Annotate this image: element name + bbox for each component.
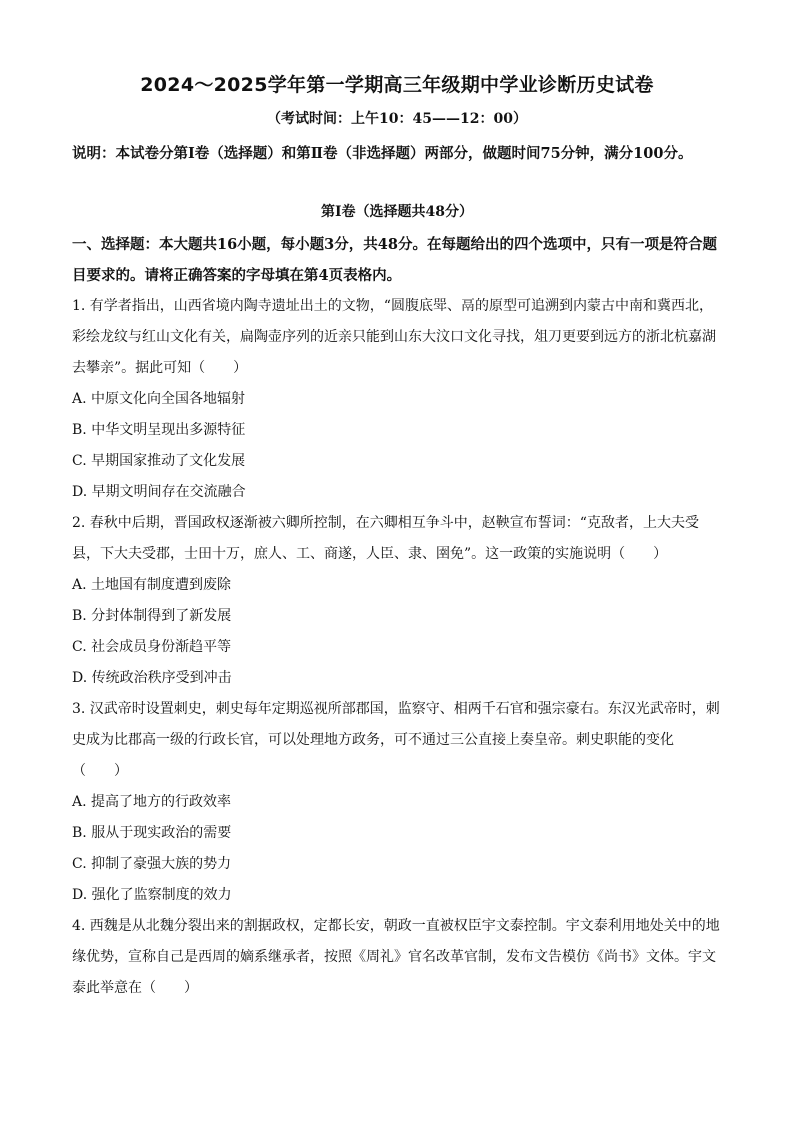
exam-time: （考试时间：上午10：45——12：00）	[267, 111, 527, 127]
option-a: A. 提高了地方的行政效率	[72, 794, 232, 810]
question-stem: 1. 有学者指出，山西省境内陶寺遗址出土的文物，“圆腹底斝、鬲的原型可追溯到内蒙古中南和冀西北，彩绘龙纹与红山文化有关，扁陶壶序列的近亲只能到山东大汶口文化寻找，俎刀更要到远方的浙北杭嘉湖去攀亲”。据此可知（ ）	[72, 298, 716, 376]
option-b: B. 中华文明呈现出多源特征	[72, 422, 246, 438]
option-d: D. 强化了监察制度的效力	[72, 887, 232, 903]
option-c: C. 早期国家推动了文化发展	[72, 453, 246, 469]
option-a: A. 中原文化向全国各地辐射	[72, 391, 246, 407]
question-stem: 2. 春秋中后期，晋国政权逐渐被六卿所控制，在六卿相互争斗中，赵鞅宣布誓词：“克敌者，上大夫受县，下大夫受郡，士田十万，庶人、工、商遂，人臣、隶、圉免”。这一政策的实施说明（ ）	[72, 515, 699, 562]
section-instructions: 一、选择题：本大题共16小题，每小题3分，共48分。在每题给出的四个选项中，只有一项是符合题目要求的。请将正确答案的字母填在第4页表格内。	[72, 236, 717, 284]
option-d: D. 早期文明间存在交流融合	[72, 484, 246, 500]
question-2	[72, 508, 722, 694]
option-b: B. 分封体制得到了新发展	[72, 608, 232, 624]
option-d: D. 传统政治秩序受到冲击	[72, 670, 232, 686]
option-c: C. 抑制了豪强大族的势力	[72, 856, 232, 872]
question-list	[72, 291, 722, 1004]
question-stem: 4. 西魏是从北魏分裂出来的割据政权，定都长安，朝政一直被权臣宇文泰控制。宇文泰利用地处关中的地缘优势，宣称自己是西周的嫡系继承者，按照《周礼》官名改革官制，发布文告模仿《尚书》文体。宇文泰此举意在（ ）	[72, 918, 720, 996]
option-a: A. 土地国有制度遭到废除	[72, 577, 232, 593]
question-stem: 3. 汉武帝时设置刺史，刺史每年定期巡视所部郡国，监察守、相两千石官和强宗豪右。东汉光武帝时，刺史成为比郡高一级的行政长官，可以处理地方政务，可不通过三公直接上奏皇帝。刺史职能的变化（ ）	[72, 701, 720, 779]
exam-title: 2024～2025学年第一学期高三年级期中学业诊断历史试卷	[140, 74, 654, 96]
option-b: B. 服从于现实政治的需要	[72, 825, 232, 841]
exam-note: 说明：本试卷分第Ⅰ卷（选择题）和第Ⅱ卷（非选择题）两部分，做题时间75分钟，满分100分。	[72, 145, 693, 162]
option-c: C. 社会成员身份渐趋平等	[72, 639, 232, 655]
section-title: 第Ⅰ卷（选择题共48分）	[320, 204, 474, 220]
question-3	[72, 694, 722, 911]
question-4	[72, 911, 722, 1004]
question-1	[72, 291, 722, 508]
